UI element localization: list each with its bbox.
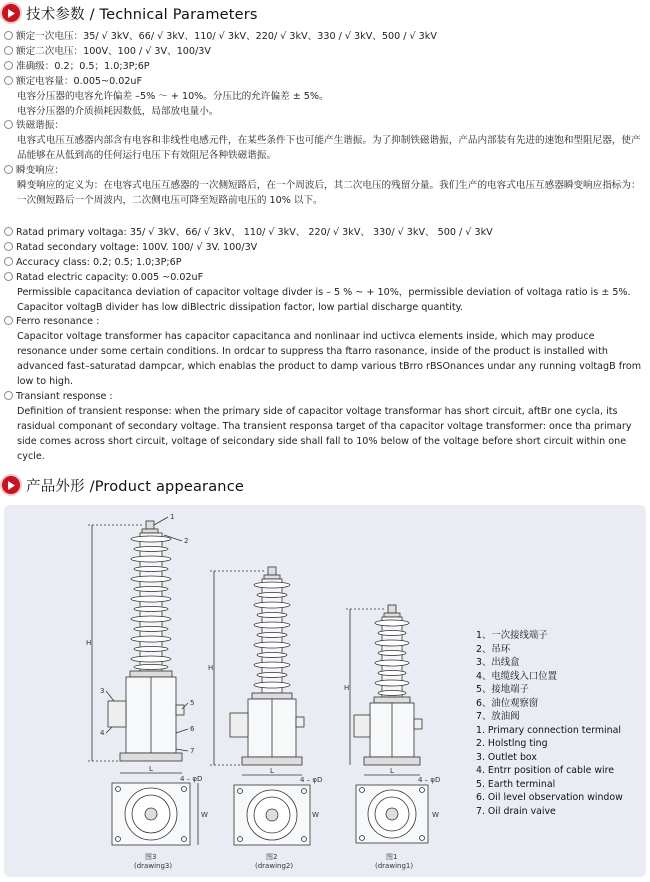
- param-row: Ratad secondary voltage: 100V. 100/ √ 3V. 100/3V: [4, 241, 646, 256]
- technical-parameters-heading: [2, 2, 258, 24]
- bullet-icon: [4, 391, 13, 400]
- dimension-l-label: L: [270, 767, 274, 775]
- mounting-holes-label: 4 – φD: [418, 776, 441, 784]
- legend-item: 6. Oil level observation window: [476, 792, 623, 803]
- drawing-caption: 图1: [386, 853, 398, 861]
- legend-item: 6、油位观察窗: [476, 697, 539, 709]
- mounting-holes-label: 4 – φD: [180, 775, 203, 783]
- param-note: 电容分压器的介质损耗因数低，局部放电量小。: [17, 105, 219, 117]
- param-paragraph: Definition of transient response: when the primary side of capacitor voltage transformar has short circuit, aftBr one cycla, its rasidual componant of secondary voltage. Tha transient responsa target of tha capacitor voltage transformer: once tha primary side comes across short circuit, voltage of seicondary side shall fall to 10% below of the voltage before short circuit within one cycle.: [17, 405, 632, 462]
- bullet-icon: [4, 61, 13, 70]
- bullet-icon: [4, 76, 13, 85]
- param-row: 额定一次电压：35/ √ 3kV、66/ √ 3kV、110/ √ 3kV、220/ √ 3kV、330 / √ 3kV、500 / √ 3kV: [4, 30, 646, 45]
- drawing-caption: 图2: [266, 853, 278, 861]
- callout-number: 4: [100, 729, 105, 737]
- mounting-holes-label: 4 – φD: [300, 776, 323, 784]
- drawing-caption-en: (drawing2): [255, 862, 294, 870]
- callout-number: 6: [190, 725, 195, 733]
- callout-number: 5: [190, 699, 195, 707]
- legend-item: 7、放油阀: [476, 711, 520, 722]
- legend-item: 3、出线盒: [476, 657, 520, 668]
- bullet-icon: [4, 242, 13, 251]
- drawing-caption-en: (drawing1): [375, 862, 414, 870]
- section-title: 产品外形 /Product appearance: [26, 478, 244, 495]
- legend-item: 5. Earth terminal: [476, 778, 556, 790]
- legend-item: 7. Oil drain vaive: [476, 805, 556, 817]
- param-note: Permissible capacitanca deviation of capacitor voltage divder is – 5 % ~ + 10%，permissible deviation of voltaga ratio is ± 5%.: [17, 286, 631, 298]
- english-parameters: [4, 226, 646, 465]
- param-row: 准确级：0.2；0.5；1.0;3P;6P: [4, 60, 646, 75]
- transformer-drawing-3: [88, 521, 198, 845]
- callout-number: 2: [184, 537, 189, 545]
- dimension-w-label: W: [312, 811, 319, 819]
- chinese-parameters: [4, 30, 646, 209]
- transformer-drawing-2: [210, 567, 310, 845]
- play-arrow-icon: [2, 476, 20, 494]
- drawing-caption: 图3: [145, 853, 157, 861]
- legend-item: 3. Outlet box: [476, 751, 537, 763]
- legend-item: 4、电缆线入口位置: [476, 670, 557, 682]
- param-row: Accuracy class: 0.2; 0.5; 1.0;3P;6P: [4, 256, 646, 271]
- play-arrow-icon: [2, 4, 20, 22]
- callout-number: 3: [100, 687, 105, 695]
- dimension-h-label: H: [344, 684, 350, 692]
- param-row: Ratad primary voltaga: 35/ √ 3kV、66/ √ 3kV、 110/ √ 3kV、 220/ √ 3kV、 330/ √ 3kV、 500 / √ 3kV: [4, 226, 646, 241]
- bullet-icon: [4, 227, 13, 236]
- param-row: Ratad electric capacity: 0.005 ~0.02uF: [4, 271, 646, 286]
- legend-item: 1、一次接线端子: [476, 630, 548, 641]
- callout-number: 7: [190, 747, 195, 755]
- legend-item: 1. Primary connection terminal: [476, 724, 621, 736]
- dimension-w-label: W: [432, 811, 439, 819]
- dimension-h-label: H: [86, 639, 92, 647]
- bullet-icon: [4, 46, 13, 55]
- section-title: 技术参数 / Technical Parameters: [26, 6, 258, 23]
- dimension-l-label: L: [149, 765, 153, 773]
- legend-item: 5、接地端子: [476, 684, 529, 695]
- param-row: 额定电容量：0.005~0.02uF: [4, 75, 646, 90]
- param-paragraph: 瞬变响应的定义为：在电容式电压互感器的一次侧短路后，在一个周波后，其二次电压的残留分量。我们生产的电容式电压互感器瞬变响应指标为：一次侧短路后一个周波内，二次侧电压可降至短路前电压的 10% 以下。: [17, 180, 641, 206]
- param-row: Ferro resonance :: [4, 315, 646, 330]
- param-row: Transiant response :: [4, 390, 646, 405]
- drawing-caption-en: (drawing3): [134, 862, 173, 870]
- product-appearance-heading: [2, 474, 244, 496]
- legend-item: 4. Entrr position of cable wire: [476, 765, 615, 776]
- component-legend: [476, 629, 623, 818]
- param-paragraph: 电容式电压互感器内部含有电容和非线性电感元件，在某些条件下也可能产生谐振。为了抑制铁磁谐振，产品内部装有先进的速饱和型阻尼器，使产品能够在从低到高的任何运行电压下有效阻尼各种铁磁谐振。: [17, 135, 641, 162]
- bullet-icon: [4, 272, 13, 281]
- callout-number: 1: [170, 513, 175, 521]
- bullet-icon: [4, 165, 13, 174]
- transformer-drawing-1: [346, 605, 428, 843]
- param-paragraph: Capacitor voltage transformer has capacitor capacitanca and nonlinaar ind uctivca elements inside, which may produce resonance under some certain conditions. In ordcar to suppress tha ftarro rasonance, inside of the product is installed with advanced fast–saturatad dampcar, which enablas the product to damp various tBrro rBSOnances undar any running voltagB from low to high.: [17, 331, 642, 388]
- bullet-icon: [4, 31, 13, 40]
- dimension-h-label: H: [208, 664, 214, 672]
- legend-item: 2. Holstlng ting: [476, 738, 548, 749]
- legend-item: 2、吊环: [476, 643, 511, 655]
- dimension-w-label: W: [201, 811, 208, 819]
- bullet-icon: [4, 316, 13, 325]
- param-row: 瞬变响应：: [4, 164, 646, 179]
- dimension-l-label: L: [390, 767, 394, 775]
- param-row: 额定二次电压：100V、100 / √ 3V、100/3V: [4, 45, 646, 60]
- param-note: Capacitor voltagB divider has low diBlectric dissipation factor, low partial discharge quantity.: [17, 301, 463, 313]
- bullet-icon: [4, 120, 13, 129]
- param-row: 铁磁谐振：: [4, 119, 646, 134]
- param-note: 电容分压器的电容允许偏差 –5% ～ + 10%。分压比的允许偏差 ± 5%。: [17, 90, 329, 102]
- bullet-icon: [4, 257, 13, 266]
